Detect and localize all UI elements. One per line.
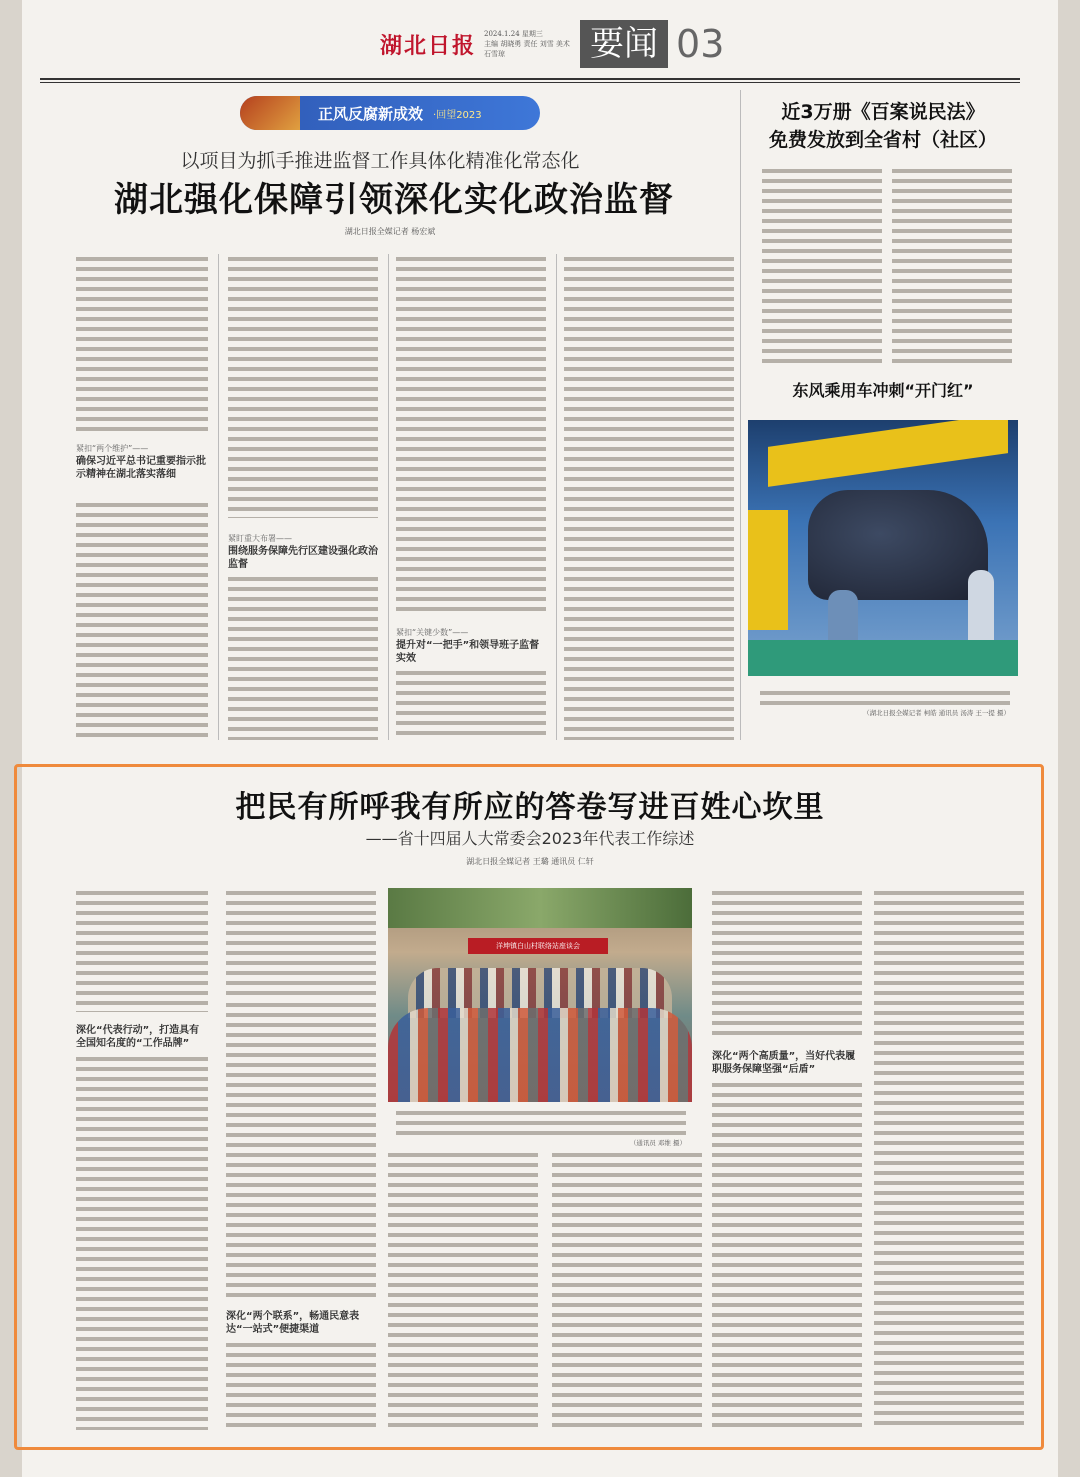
lead-column-3-subhead — [396, 620, 546, 664]
feature-column-2-top — [226, 888, 376, 998]
lead-column-1-top — [76, 254, 208, 432]
right-photo-caption — [760, 688, 1010, 718]
feature-column-2-subhead — [226, 1304, 376, 1336]
feature-column-2-bottom — [226, 1340, 376, 1430]
lead-subhead-1: 确保习近平总书记重要指示批示精神在湖北落实落细 — [76, 456, 206, 480]
feature-column-2-mid — [226, 1000, 376, 1300]
feature-column-5-subhead — [712, 1044, 862, 1076]
lead-column-3-bottom — [396, 668, 546, 740]
issue-editors: 主编 胡晓勇 责任 刘雪 美术 石雪琼 — [484, 40, 570, 58]
banner-emblem-icon — [240, 96, 300, 130]
factory-floor — [748, 640, 1018, 676]
banner-tag: ·回望2023 — [433, 109, 482, 121]
right-story-1-headline — [748, 98, 1018, 154]
feature-subhead-1: 深化“代表行动”，打造具有全国知名度的“工作品牌” — [76, 1025, 200, 1049]
feature-subhead-2: 深化“两个联系”，畅通民意表达“一站式”便捷渠道 — [226, 1311, 360, 1335]
feature-column-1-subhead — [76, 1018, 208, 1050]
feature-column-3 — [388, 1150, 538, 1430]
banner-title: 正风反腐新成效 — [318, 104, 424, 123]
section-label: 要闻 — [580, 20, 668, 68]
right-story-1-headline-line2: 免费发放到全省村（社区） — [768, 129, 997, 151]
column-divider — [740, 90, 741, 740]
feature-column-5-top — [712, 888, 862, 1038]
lead-column-2-bottom — [228, 574, 378, 740]
feature-column-1-bottom — [76, 1054, 208, 1430]
lead-column-2-top — [228, 254, 378, 518]
right-story-1-col-b — [892, 166, 1012, 364]
feature-subhead-3: 深化“两个高质量”，当好代表履职服务保障坚强“后盾” — [712, 1051, 856, 1075]
page-number: 03 — [676, 22, 725, 66]
feature-column-1-top — [76, 888, 208, 1012]
car-body — [808, 490, 988, 600]
lead-byline: 湖北日报全媒记者 杨宏斌 — [344, 227, 436, 236]
column-divider — [556, 254, 557, 740]
yellow-pillar — [748, 510, 788, 630]
newspaper-logo: 湖北日报 — [380, 32, 477, 59]
lead-subhead-1-kicker: 紧扣“两个维护”—— — [76, 444, 149, 453]
lead-subhead-2: 围绕服务保障先行区建设强化政治监督 — [228, 546, 378, 570]
issue-meta — [484, 29, 574, 59]
lead-column-2-subhead — [228, 526, 378, 570]
lead-column-4 — [564, 254, 734, 740]
topic-banner — [240, 96, 540, 130]
feature-headline: 把民有所呼我有所应的答卷写进百姓心坎里 — [235, 790, 825, 825]
car-factory-photo — [748, 420, 1018, 676]
feature-photo-credit: （通讯员 邓维 摄） — [629, 1139, 686, 1147]
column-divider — [218, 254, 219, 740]
worker-figure — [968, 570, 994, 640]
feature-byline: 湖北日报全媒记者 王璐 通讯员 仁轩 — [466, 857, 594, 866]
right-photo-credit: （湖北日报全媒记者 柯皓 通讯员 汤涛 王一提 摄） — [863, 709, 1010, 717]
right-story-2-headline: 东风乘用车冲刺“开门红” — [792, 381, 974, 400]
feature-column-6 — [874, 888, 1024, 1430]
feature-photo-caption — [396, 1108, 686, 1148]
lead-column-1-bottom — [76, 500, 208, 740]
lead-column-1-subhead — [76, 436, 208, 498]
lead-subhead-3-kicker: 紧扣“关键少数”—— — [396, 628, 469, 637]
feature-column-4 — [552, 1150, 702, 1430]
yellow-gantry — [768, 420, 1008, 487]
masthead — [380, 14, 724, 74]
trees-background — [388, 888, 692, 928]
feature-column-5-bottom — [712, 1080, 862, 1430]
seated-crowd-front — [388, 1008, 692, 1102]
right-story-1-headline-line1: 近3万册《百案说民法》 — [781, 101, 985, 123]
lead-headline: 湖北强化保障引领深化实化政治监督 — [114, 180, 674, 220]
lead-subhead-2-kicker: 紧盯重大布署—— — [228, 534, 292, 543]
lead-subhead-3: 提升对“一把手”和领导班子监督实效 — [396, 640, 540, 664]
meeting-photo — [388, 888, 692, 1102]
caption-text-lines — [396, 1108, 686, 1138]
column-divider — [388, 254, 389, 740]
right-story-1-col-a — [762, 166, 882, 364]
lead-column-3-top — [396, 254, 546, 614]
feature-subtitle: ——省十四届人大常委会2023年代表工作综述 — [365, 829, 695, 848]
caption-text-lines — [760, 688, 1010, 708]
lead-kicker: 以项目为抓手推进监督工作具体化精准化常态化 — [180, 150, 580, 172]
issue-date: 2024.1.24 星期三 — [484, 30, 543, 38]
masthead-rule-thin — [40, 82, 1020, 83]
photo-banner-sign: 洋坤镇白山村联络站座谈会 — [468, 938, 608, 954]
masthead-rule — [40, 78, 1020, 80]
